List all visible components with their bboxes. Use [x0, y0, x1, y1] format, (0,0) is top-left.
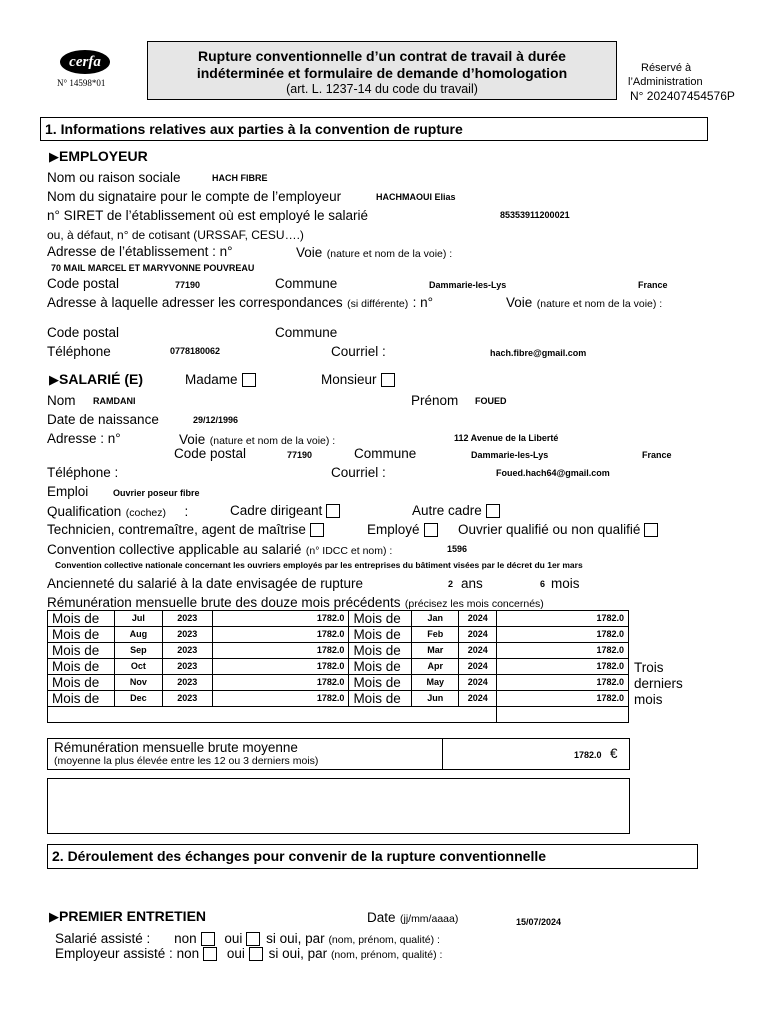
salary-row: [48, 627, 629, 643]
mois-de-label: Mois de: [48, 659, 115, 675]
employee-country-value[interactable]: France: [642, 450, 672, 460]
employeur-assiste-label: Employeur assisté :: [55, 946, 173, 961]
average-box: [47, 738, 630, 770]
signatory-value[interactable]: HACHMAOUI Elias: [376, 192, 456, 202]
technicien-option: [47, 522, 324, 537]
interview-date-value[interactable]: 15/07/2024: [516, 917, 562, 927]
corr-voie-hint: (nature et nom de la voie) :: [536, 298, 663, 310]
qualification-text: Qualification: [47, 504, 122, 519]
birth-value[interactable]: 29/12/1996: [193, 415, 239, 425]
employee-postal-label: Code postal: [174, 446, 247, 461]
employee-prenom-label: Prénom: [411, 393, 459, 408]
birth-label: Date de naissance: [47, 412, 159, 427]
title-line2: indéterminée et formulaire de demande d’homologation: [196, 65, 568, 81]
salarie-non-label: non: [174, 931, 197, 946]
salarie-assiste-label: Salarié assisté :: [55, 931, 151, 946]
employeur-oui-checkbox[interactable]: [249, 947, 263, 961]
employer-name-value[interactable]: HACH FIBRE: [212, 173, 268, 183]
left-month[interactable]: Jul: [114, 611, 162, 627]
employeur-assiste-row: [55, 946, 442, 961]
average-value[interactable]: 1782.0: [574, 750, 602, 760]
employer-phone-value[interactable]: 0778180062: [170, 346, 221, 356]
interview-date-text: Date: [367, 910, 396, 925]
reserved-line2: l’Administration: [628, 76, 703, 88]
qualification-colon: :: [184, 504, 189, 519]
interview-date-label: [367, 909, 458, 927]
years-label: ans: [461, 576, 483, 591]
right-amount[interactable]: 1782.0: [497, 643, 629, 659]
corr-label-text: Adresse à laquelle adresser les correspondances: [47, 295, 343, 310]
cerfa-logo: [60, 50, 110, 74]
trois-line2: derniers: [634, 676, 683, 691]
empty-cell-right[interactable]: [497, 707, 629, 723]
corr-label: [47, 294, 433, 312]
employeur-si-oui-hint: (nom, prénom, qualité) :: [330, 949, 443, 961]
monsieur-checkbox[interactable]: [381, 373, 395, 387]
salarie-si-oui-hint: (nom, prénom, qualité) :: [328, 934, 440, 946]
seniority-years[interactable]: 2: [448, 579, 454, 589]
employer-address-value[interactable]: 70 MAIL MARCEL ET MARYVONNE POUVREAU: [51, 263, 255, 273]
average-divider: [442, 739, 443, 769]
left-amount[interactable]: 1782.0: [212, 659, 349, 675]
section2-title: 2. Déroulement des échanges pour convenir de la rupture conventionnelle: [47, 844, 698, 869]
employee-commune-value[interactable]: Dammarie-les-Lys: [471, 450, 549, 460]
right-month[interactable]: Apr: [412, 659, 459, 675]
left-year[interactable]: 2023: [162, 643, 212, 659]
convention-text: Convention collective applicable au salarié: [47, 542, 302, 557]
section1-title: 1. Informations relatives aux parties à la convention de rupture: [40, 117, 708, 141]
employer-name-label: Nom ou raison sociale: [47, 170, 181, 185]
qualification-label: [47, 503, 188, 521]
employer-heading: [49, 148, 148, 166]
left-year[interactable]: 2023: [162, 675, 212, 691]
employer-voie-label: [296, 244, 452, 262]
convention-name[interactable]: Convention collective nationale concernant les ouvriers employés par les entreprises du bâtiment visées par le décret du 1er mars: [55, 560, 583, 570]
employer-phone-label: Téléphone: [47, 344, 111, 359]
employer-postal-value[interactable]: 77190: [175, 280, 201, 290]
employee-postal-value[interactable]: 77190: [287, 450, 313, 460]
left-amount[interactable]: 1782.0: [212, 627, 349, 643]
empty-cell-left[interactable]: [48, 707, 497, 723]
employer-address-label: Adresse de l’établissement : n°: [47, 244, 233, 259]
left-month[interactable]: Dec: [114, 691, 162, 707]
interview-date-hint: (jj/mm/aaaa): [399, 913, 459, 925]
job-value[interactable]: Ouvrier poseur fibre: [113, 488, 200, 498]
salary-row: [48, 691, 629, 707]
right-month[interactable]: Jun: [412, 691, 459, 707]
employee-voie-hint: (nature et nom de la voie) :: [209, 435, 336, 447]
salary-hint: (précisez les mois concernés): [404, 598, 544, 610]
employee-address-value[interactable]: 112 Avenue de la Liberté: [454, 433, 559, 443]
arrow-right-icon: ▶: [49, 372, 59, 387]
employer-commune-label: Commune: [275, 276, 338, 291]
right-year[interactable]: 2024: [459, 659, 497, 675]
mois-de-label: Mois de: [48, 675, 115, 691]
right-month[interactable]: Jan: [412, 611, 459, 627]
employee-heading-text: SALARIÉ (E): [59, 371, 143, 387]
average-label: Rémunération mensuelle brute moyenne: [54, 740, 298, 755]
left-month[interactable]: Sep: [114, 643, 162, 659]
employer-postal-label: Code postal: [47, 276, 120, 291]
madame-option: [185, 372, 256, 387]
right-year[interactable]: 2024: [459, 675, 497, 691]
salary-row: [48, 611, 629, 627]
employee-phone-label: Téléphone :: [47, 465, 119, 480]
salary-row: [48, 643, 629, 659]
technicien-label: Technicien, contremaître, agent de maîtrise: [47, 522, 306, 537]
right-month[interactable]: Feb: [412, 627, 459, 643]
employee-email-label: Courriel :: [331, 465, 386, 480]
salary-label-text: Rémunération mensuelle brute des douze mois précédents: [47, 595, 401, 610]
cadre-dirigeant-label: Cadre dirigeant: [230, 503, 323, 518]
left-year[interactable]: 2023: [162, 659, 212, 675]
salarie-assiste-row: [55, 931, 440, 946]
corr-commune-label: Commune: [275, 325, 338, 340]
interview-heading: [49, 908, 206, 926]
average-hint: (moyenne la plus élevée entre les 12 ou 3 derniers mois): [54, 755, 319, 767]
mois-de-label: Mois de: [48, 627, 115, 643]
autre-cadre-option: [412, 503, 500, 518]
seniority-label: Ancienneté du salarié à la date envisagée de rupture: [47, 576, 363, 591]
signatory-label: Nom du signataire pour le compte de l’employeur: [47, 189, 342, 204]
left-month[interactable]: Aug: [114, 627, 162, 643]
mois-de-label: Mois de: [349, 675, 412, 691]
cadre-dirigeant-checkbox[interactable]: [326, 504, 340, 518]
employeur-oui-label: oui: [226, 946, 245, 961]
corr-n: : n°: [412, 295, 434, 310]
right-year[interactable]: 2024: [459, 643, 497, 659]
salary-row: [48, 659, 629, 675]
arrow-right-icon: ▶: [49, 909, 59, 924]
employer-heading-text: EMPLOYEUR: [59, 148, 148, 164]
cadre-dirigeant-option: [230, 503, 340, 518]
employer-commune-value[interactable]: Dammarie-les-Lys: [429, 280, 507, 290]
monsieur-label: Monsieur: [321, 372, 377, 387]
notes-box[interactable]: [47, 778, 630, 834]
technicien-checkbox[interactable]: [310, 523, 324, 537]
form-number: N° 14598*01: [57, 78, 106, 88]
mois-de-label: Mois de: [349, 659, 412, 675]
right-amount[interactable]: 1782.0: [497, 659, 629, 675]
employee-commune-label: Commune: [354, 446, 417, 461]
salary-row: [48, 675, 629, 691]
employee-nom-label: Nom: [47, 393, 76, 408]
madame-checkbox[interactable]: [242, 373, 256, 387]
left-month[interactable]: Nov: [114, 675, 162, 691]
right-year[interactable]: 2024: [459, 691, 497, 707]
employeur-si-oui: si oui, par: [268, 946, 328, 961]
corr-voie-label: [506, 294, 662, 312]
job-label: Emploi: [47, 484, 89, 499]
left-month[interactable]: Oct: [114, 659, 162, 675]
convention-idcc[interactable]: 1596: [447, 544, 468, 554]
right-amount[interactable]: 1782.0: [497, 691, 629, 707]
mois-de-label: Mois de: [349, 627, 412, 643]
salarie-oui-label: oui: [224, 931, 243, 946]
employer-voie-text: Voie: [296, 245, 323, 260]
reserved-line1: Réservé à: [641, 62, 692, 74]
mois-de-label: Mois de: [48, 643, 115, 659]
employer-voie-hint: (nature et nom de la voie) :: [326, 248, 453, 260]
employee-prenom-value[interactable]: FOUED: [475, 396, 507, 406]
right-year[interactable]: 2024: [459, 627, 497, 643]
trois-line3: mois: [634, 692, 663, 707]
interview-heading-text: PREMIER ENTRETIEN: [59, 908, 207, 924]
cerfa-logo-text: cerfa: [69, 54, 101, 70]
salary-empty-row: [48, 707, 629, 723]
reserved-number: N° 202407454576P: [630, 89, 735, 103]
employe-option: [367, 522, 438, 537]
left-year[interactable]: 2023: [162, 691, 212, 707]
left-amount[interactable]: 1782.0: [212, 675, 349, 691]
employee-address-label: Adresse : n°: [47, 431, 121, 446]
mois-de-label: Mois de: [349, 611, 412, 627]
employeur-non-checkbox[interactable]: [203, 947, 217, 961]
employe-checkbox[interactable]: [424, 523, 438, 537]
monsieur-option: [321, 372, 395, 387]
right-month[interactable]: May: [412, 675, 459, 691]
autre-cadre-checkbox[interactable]: [486, 504, 500, 518]
employeur-non-label: non: [176, 946, 200, 961]
title-box: [147, 41, 617, 100]
trois-line1: Trois: [634, 660, 664, 675]
title-line3: (art. L. 1237-14 du code du travail): [286, 82, 478, 96]
left-amount[interactable]: 1782.0: [212, 611, 349, 627]
seniority-months[interactable]: 6: [540, 579, 546, 589]
right-amount[interactable]: 1782.0: [497, 627, 629, 643]
mois-de-label: Mois de: [48, 691, 115, 707]
qualification-hint: (cochez): [125, 507, 167, 519]
salary-table: [47, 610, 629, 723]
madame-label: Madame: [185, 372, 238, 387]
average-currency: €: [610, 746, 618, 761]
left-year[interactable]: 2023: [162, 611, 212, 627]
left-amount[interactable]: 1782.0: [212, 691, 349, 707]
employee-email-value[interactable]: Foued.hach64@gmail.com: [496, 468, 610, 478]
employee-heading: [49, 371, 143, 389]
convention-label: [47, 541, 392, 559]
convention-hint: (n° IDCC et nom) :: [305, 545, 393, 557]
salarie-non-checkbox[interactable]: [201, 932, 215, 946]
right-amount[interactable]: 1782.0: [497, 611, 629, 627]
right-month[interactable]: Mar: [412, 643, 459, 659]
right-amount[interactable]: 1782.0: [497, 675, 629, 691]
salarie-oui-checkbox[interactable]: [246, 932, 260, 946]
salarie-si-oui: si oui, par: [266, 931, 325, 946]
left-year[interactable]: 2023: [162, 627, 212, 643]
ouvrier-checkbox[interactable]: [644, 523, 658, 537]
employer-email-value[interactable]: hach.fibre@gmail.com: [490, 348, 587, 358]
employee-nom-value[interactable]: RAMDANI: [93, 396, 136, 406]
title-line1: Rupture conventionnelle d’un contrat de travail à durée: [198, 48, 566, 64]
employer-email-label: Courriel :: [331, 344, 386, 359]
months-label: mois: [551, 576, 580, 591]
mois-de-label: Mois de: [48, 611, 115, 627]
left-amount[interactable]: 1782.0: [212, 643, 349, 659]
arrow-right-icon: ▶: [49, 149, 59, 164]
autre-cadre-label: Autre cadre: [412, 503, 482, 518]
ouvrier-option: [458, 522, 658, 537]
mois-de-label: Mois de: [349, 691, 412, 707]
cotisant-label: ou, à défaut, n° de cotisant (URSSAF, CESU….): [47, 228, 304, 242]
corr-hint: (si différente): [347, 298, 409, 310]
employe-label: Employé: [367, 522, 420, 537]
mois-de-label: Mois de: [349, 643, 412, 659]
employer-country-value[interactable]: France: [638, 280, 668, 290]
siret-value[interactable]: 85353911200021: [500, 210, 570, 220]
right-year[interactable]: 2024: [459, 611, 497, 627]
corr-voie-text: Voie: [506, 295, 533, 310]
ouvrier-label: Ouvrier qualifié ou non qualifié: [458, 522, 641, 537]
siret-label: n° SIRET de l’établissement où est employé le salarié: [47, 208, 369, 223]
employee-voie-text: Voie: [179, 432, 206, 447]
corr-postal-label: Code postal: [47, 325, 120, 340]
